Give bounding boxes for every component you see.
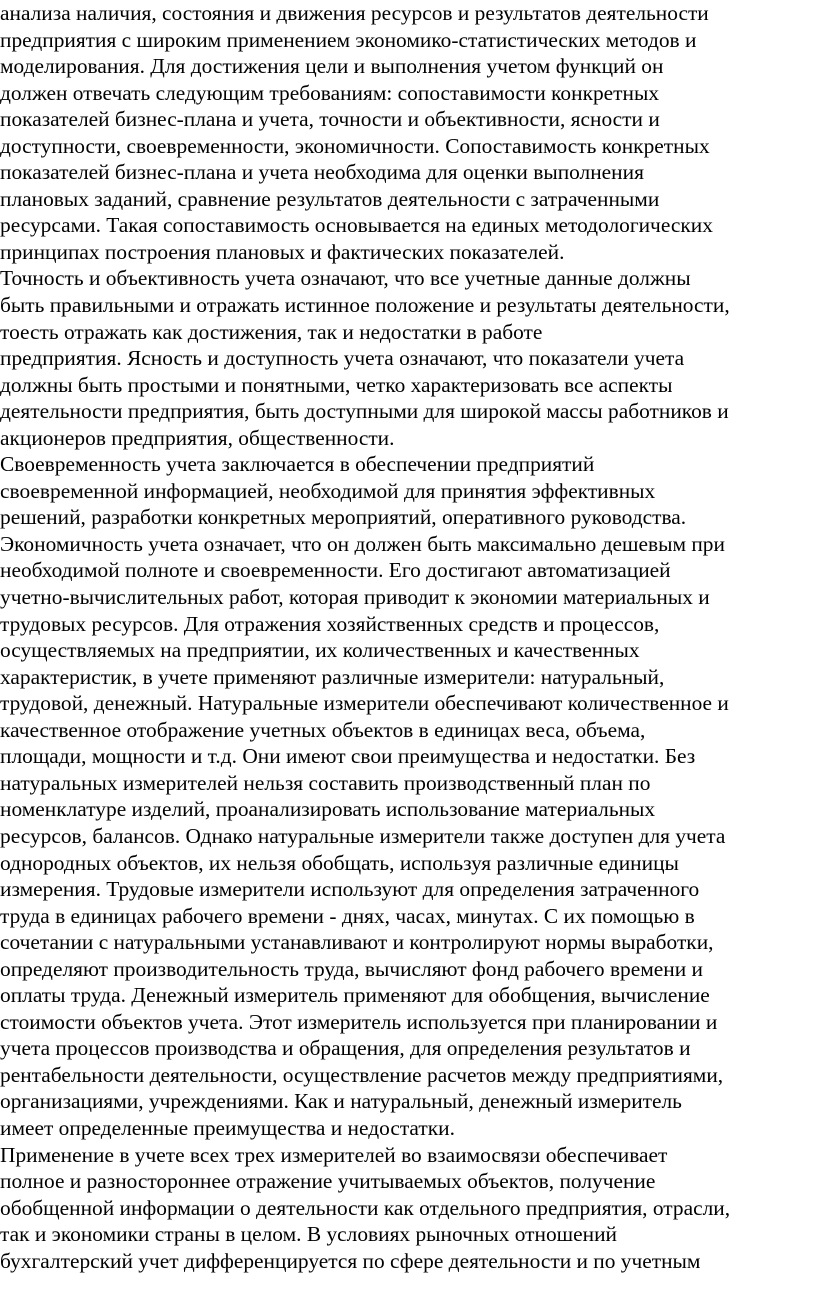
text-line: решений, разработки конкретных мероприятий, оперативного руководства. (0, 505, 687, 530)
text-line: измерения. Трудовые измерители используют для определения затраченного (0, 877, 700, 902)
text-line: труда в единицах рабочего времени - днях, часах, минутах. С их помощью в (0, 903, 695, 928)
text-line: плановых заданий, сравнение результатов деятельности с затраченными (0, 186, 660, 211)
text-line: необходимой полноте и своевременности. Его достигают автоматизацией (0, 558, 671, 583)
text-line: должен отвечать следующим требованиям: сопоставимости конкретных (0, 80, 660, 105)
text-line: стоимости объектов учета. Этот измеритель используется при планировании и (0, 1009, 718, 1034)
text-line: трудовой, денежный. Натуральные измерители обеспечивают количественное и (0, 691, 729, 716)
text-line: доступности, своевременности, экономичности. Сопоставимость конкретных (0, 133, 710, 158)
text-line: номенклатуре изделий, проанализировать использование материальных (0, 797, 656, 822)
text-line: так и экономики страны в целом. В условиях рыночных отношений (0, 1222, 617, 1247)
text-line: должны быть простыми и понятными, четко характеризовать все аспекты (0, 372, 673, 397)
text-line: своевременной информацией, необходимой для принятия эффективных (0, 478, 656, 503)
text-line: учета процессов производства и обращения, для определения результатов и (0, 1036, 691, 1061)
text-line: обобщенной информации о деятельности как отдельного предприятия, отрасли, (0, 1195, 731, 1220)
text-line: предприятия с широким применением экономико-статистических методов и (0, 27, 697, 52)
text-line: однородных объектов, их нельзя обобщать, используя различные единицы (0, 850, 679, 875)
text-line: ресурсами. Такая сопоставимость основывается на единых методологических (0, 213, 713, 238)
text-line: учетно-вычислительных работ, которая приводит к экономии материальных и (0, 585, 710, 610)
text-line: осуществляемых на предприятии, их количественных и качественных (0, 638, 640, 663)
text-line: рентабельности деятельности, осуществление расчетов между предприятиями, (0, 1062, 724, 1087)
text-line: показателей бизнес-плана и учета необходима для оценки выполнения (0, 160, 644, 185)
text-line: анализа наличия, состояния и движения ресурсов и результатов деятельности (0, 1, 709, 25)
text-line: площади, мощности и т.д. Они имеют свои преимущества и недостатки. Без (0, 744, 696, 769)
text-line: Точность и объективность учета означают, что все учетные данные должны (0, 266, 691, 291)
text-line: деятельности предприятия, быть доступными для широкой массы работников и (0, 399, 729, 424)
text-line: акционеров предприятия, общественности. (0, 425, 395, 450)
text-line: Экономичность учета означает, что он должен быть максимально дешевым при (0, 531, 725, 556)
text-line: определяют производительность труда, вычисляют фонд рабочего времени и (0, 956, 703, 981)
text-line: сочетании с натуральными устанавливают и контролируют нормы выработки, (0, 930, 714, 955)
text-line: характеристик, в учете применяют различные измерители: натуральный, (0, 664, 665, 689)
text-line: моделирования. Для достижения цели и выполнения учетом функций он (0, 54, 664, 79)
text-line: ресурсов, балансов. Однако натуральные измерители также доступен для учета (0, 823, 726, 848)
text-line: трудовых ресурсов. Для отражения хозяйственных средств и процессов, (0, 611, 660, 636)
text-line: быть правильными и отражать истинное положение и результаты деятельности, (0, 293, 730, 318)
text-line: имеет определенные преимущества и недостатки. (0, 1115, 455, 1140)
text-line: бухгалтерский учет дифференцируется по сфере деятельности и по учетным (0, 1248, 701, 1273)
text-line: тоесть отражать как достижения, так и недостатки в работе (0, 319, 543, 344)
text-line: Применение в учете всех трех измерителей во взаимосвязи обеспечивает (0, 1142, 668, 1167)
text-line: оплаты труда. Денежный измеритель применяют для обобщения, вычисление (0, 983, 710, 1008)
text-line: натуральных измерителей нельзя составить производственный план по (0, 770, 651, 795)
text-line: предприятия. Ясность и доступность учета означают, что показатели учета (0, 346, 685, 371)
text-line: показателей бизнес-плана и учета, точности и объективности, ясности и (0, 107, 660, 132)
text-line: качественное отображение учетных объектов в единицах веса, объема, (0, 717, 646, 742)
text-line: принципах построения плановых и фактических показателей. (0, 239, 565, 264)
text-line: полное и разностороннее отражение учитываемых объектов, получение (0, 1169, 656, 1194)
text-line: организациями, учреждениями. Как и натуральный, денежный измеритель (0, 1089, 682, 1114)
text-line: Своевременность учета заключается в обеспечении предприятий (0, 452, 595, 477)
